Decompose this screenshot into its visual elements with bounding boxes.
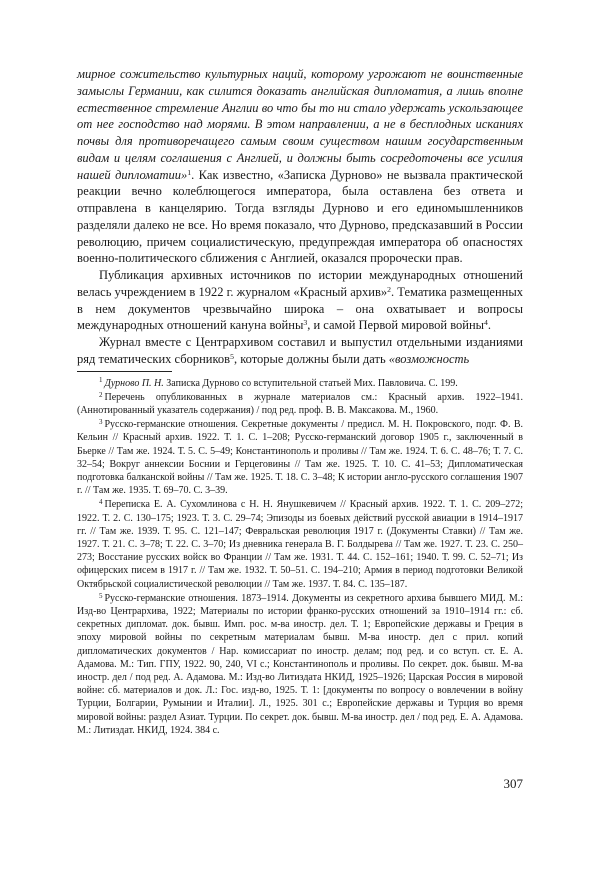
main-text [77,66,523,368]
paragraph-1 [77,66,523,267]
paragraph-3 [77,334,523,368]
footnote-text: Русско-германские отношения. 1873–1914. Документы из секретного архива бывшего МИД. М.: Изд-во Центрархива, 1922; Материалы по истории франко-русских отношений за 1910–1914 гг.: сб. секретных дипломат. док. бывш. Имп. рос. м-ва иностр. дел. Т. 1; Европейские державы и Греция в эпоху мировой войны по секретным материалам бывш. М-ва иностр. дел с прил. копий дипломатических документов / Нар. комиссариат по иностр. делам; под ред. и со вступ. ст. Е. А. Адамова. М.: Тип. ГПУ, 1922. 90, 240, VI с.; Константинополь и проливы. По секрет. док. бывш. М-ва иностр. дел / под ред. А. Адамова. М.: Изд-во Литиздата НКИД, 1925–1926; Царская Россия в мировой войне: сб. материалов и док. Л.: Гос. изд-во, 1925. Т. 1: [документы по вопросу о вовлечении в войну Турции, Болгарии, Румынии и Италии]. Л., 1925. 301 с.; Европейские державы и Турция во время мировой войны: раздел Азиат. Турции. По секрет. док. бывш. М-ва иностр. дел / под ред. Е. А. Адамова. М.: Литиздат. НКИД, 1924. 384 с. [77,592,523,736]
footnote-3 [77,418,523,497]
paragraph-3-text-b: , которые должны были дать [233,351,389,366]
footnotes [77,377,523,737]
footnote-ref-5: 5 [230,351,234,361]
quote-italic: мирное сожительство культурных наций, которому угрожают не воинственные замыслы Германии, как силится доказать английская дипломатия, а лишь вполне естественное стремление Англии во что бы то ни стало удержать ускользающее от нее господство над морями. В этом направлении, а не в бесплодных исканиях почвы для противоречащего самым своим существом нашим государственным видам и целям соглашения с Англией, и должны быть сосредоточены все усилия нашей дипломатии» [77,67,523,182]
page-content [77,66,523,738]
footnote-text: Переписка Е. А. Сухомлинова с Н. Н. Янушкевичем // Красный архив. 1922. Т. 1. С. 209–272; 1922. Т. 2. С. 130–175; 1923. Т. 3. С. 29–74; Эпизоды из боевых действий русской авиации в 1914–1917 гг. // Там же. 1939. Т. 95. С. 121–147; Февральская революция 1917 г. (Документы Ставки) // Там же. 1927. Т. 21. С. 3–78; Т. 22. С. 3–70; Из дневника генерала В. Г. Болдырева // Там же. 1927. Т. 23. С. 250–273; Восстание русских войск во Франции // Там же. 1931. Т. 44. С. 152–161; 1940. Т. 99. С. 52–71; Из офицерских писем в 1917 г. // Там же. 1932. Т. 50–51. С. 194–210; Армия в период подготовки Великой Октябрьской социалистической революции // Там же. 1937. Т. 84. С. 135–187. [77,499,523,590]
paragraph-2 [77,267,523,334]
footnote-text: Перечень опубликованных в журнале материалов см.: Красный архив. 1922–1941. (Аннотированный указатель содержания) / под ред. проф. В. В. Максакова. М., 1960. [77,391,523,416]
footnote-ref-1: 1 [187,167,192,177]
footnote-4 [77,498,523,590]
footnote-author: Дурново П. Н. [104,377,164,389]
footnote-number: 3 [99,417,103,426]
paragraph-1-text: . Как известно, «Записка Дурново» не вызвала практической реакции вечно колеблющегося императора, была оставлена без ответа и отправлена в канцелярию. Тогда взгляды Дурново и его единомышленников разделяли далеко не все. Но время показало, что Дурново, предсказавший в России революцию, причем социалистическую, предупреждая императора об опасностях военно-политического сближения с Англией, оказался пророчески прав. [77,167,523,266]
paragraph-3-text-a: Журнал вместе с Центрархивом составил и выпустил отдельными изданиями ряд тематических сборников [77,335,523,366]
paragraph-2-text-d: . [487,318,492,333]
footnote-number: 5 [99,591,103,600]
footnote-number: 2 [99,390,103,399]
paragraph-2-text-c: , и самой Первой мировой войны [307,318,485,333]
footnote-ref-3: 3 [303,318,308,327]
footnote-text: Русско-германские отношения. Секретные документы / предисл. М. Н. Покровского, подг. Ф. В. Кельин // Красный архив. 1922. Т. 1. С. 1–208; Русско-германский договор 1905 г., заключенный в Бьерке // Там же. 1924. Т. 5. С. 5–49; Константинополь и проливы // Там же. 1924. Т. 6. С. 48–76; Т. 7. С. 32–54; Вокруг аннексии Боснии и Герцеговины // Там же. 1925. Т. 10. С. 41–53; Дипломатическая подготовка балканской войны // Там же. 1925. Т. 18. С. 3–48; К истории англо-русского соглашения 1907 г. // Там же. 1935. Т. 69–70. С. 3–39. [77,419,523,497]
footnote-number: 4 [99,498,103,507]
paragraph-2-text-a: Публикация архивных источников по истории международных отношений велась учреждением в 1922 г. журналом «Красный архив» [77,268,523,299]
footnote-1 [77,377,523,390]
footnote-5 [77,592,523,737]
page-number: 307 [503,776,523,791]
footnote-number: 1 [99,376,103,385]
paragraph-2-text-b: . Тематика размещенных в нем документов чрезвычайно широка – она охватывает и вопросы международных отношений кануна войны [77,284,523,333]
footnote-ref-4: 4 [484,318,488,327]
footnote-text: Записка Дурново со вступительной статьей Мих. Павловича. С. 199. [163,377,458,389]
footnote-ref-2: 2 [387,284,392,294]
footnote-separator [77,371,172,372]
footnote-2 [77,391,523,417]
paragraph-3-italic: «возможность [388,351,470,366]
